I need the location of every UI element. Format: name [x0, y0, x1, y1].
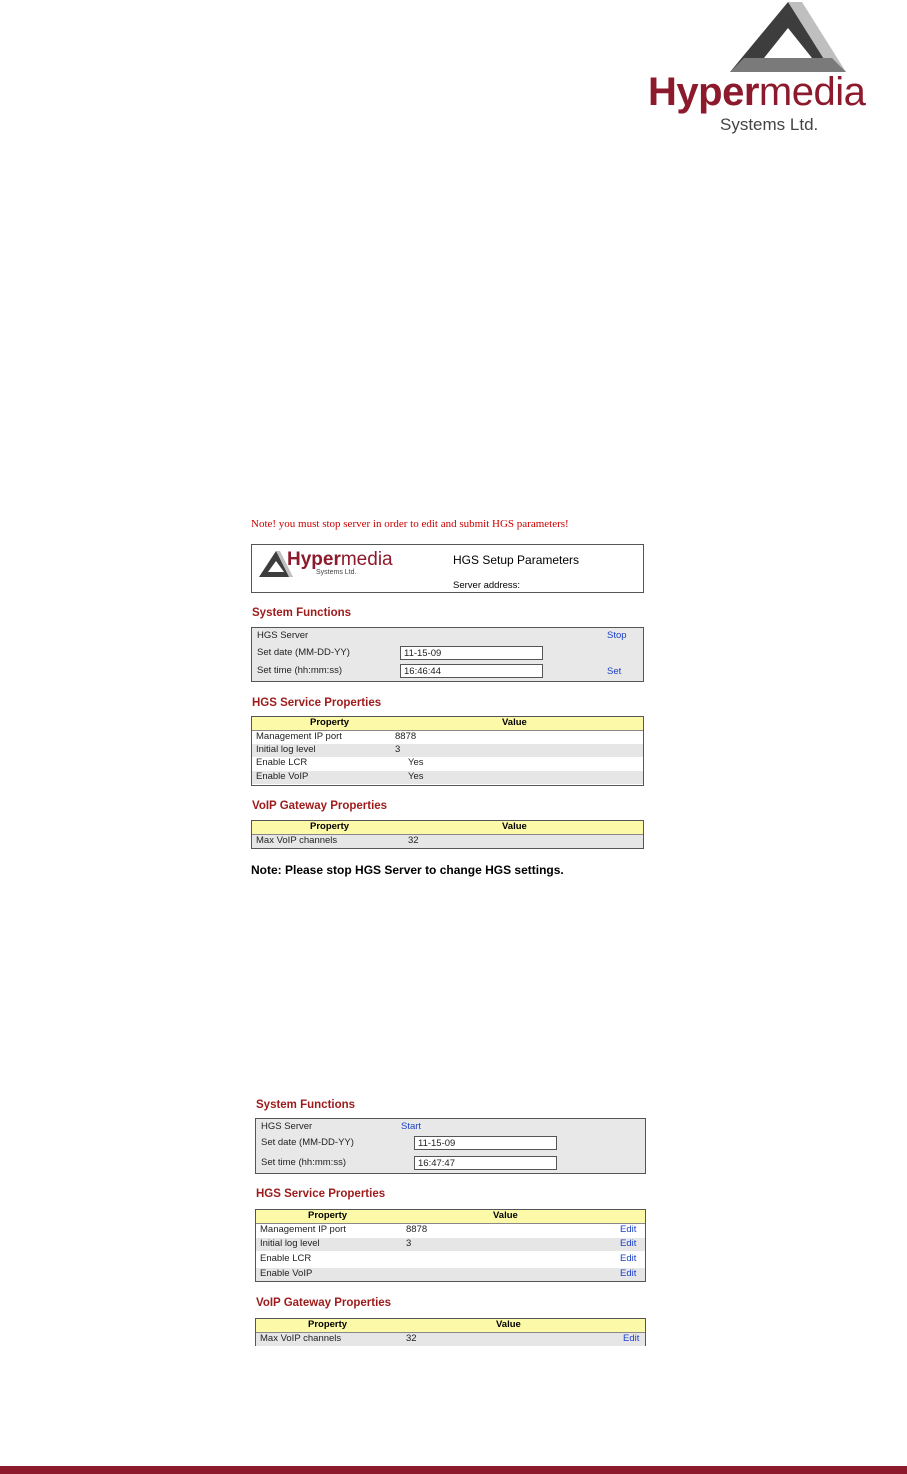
- col-value-header: Value: [502, 717, 527, 728]
- table-row: [252, 731, 643, 744]
- hgs-header-box: [251, 544, 644, 593]
- row-property: Management IP port: [256, 731, 342, 742]
- table-row: [256, 1333, 645, 1346]
- edit-link[interactable]: Edit: [620, 1224, 637, 1235]
- row-value: Yes: [408, 771, 424, 782]
- row-property: Enable LCR: [260, 1253, 312, 1264]
- hgs-server-label: HGS Server: [261, 1121, 313, 1132]
- mini-subtitle: Systems Ltd.: [316, 569, 357, 576]
- col-property-header: Property: [308, 1319, 348, 1330]
- brand-subtitle: Systems Ltd.: [720, 115, 819, 134]
- table-row: [252, 744, 643, 757]
- col-value-header: Value: [493, 1210, 518, 1221]
- table-header: [252, 821, 643, 835]
- hypermedia-triangle-logo-icon: [728, 0, 848, 75]
- table-header: [256, 1210, 645, 1224]
- brand-word-media: media: [758, 70, 866, 114]
- hgs-service-properties-table: [255, 1209, 646, 1282]
- row-value: 32: [406, 1333, 417, 1344]
- set-time-row: [256, 1156, 645, 1172]
- set-date-label: Set date (MM-DD-YY): [261, 1137, 354, 1148]
- row-value: 8878: [406, 1224, 428, 1235]
- table-row: [252, 835, 643, 848]
- server-address-label: Server address:: [453, 580, 521, 591]
- mini-wordmark: [287, 549, 393, 571]
- date-input[interactable]: 11-15-09: [400, 646, 543, 660]
- row-property: Initial log level: [256, 744, 316, 755]
- edit-link[interactable]: Edit: [620, 1238, 637, 1249]
- hgs-service-properties-table: [251, 716, 644, 786]
- edit-link[interactable]: Edit: [620, 1253, 637, 1264]
- brand-wordmark: [648, 72, 865, 112]
- row-property: Max VoIP channels: [256, 835, 338, 846]
- col-property-header: Property: [308, 1210, 348, 1221]
- table-row: [252, 771, 643, 784]
- table-header: [252, 717, 643, 731]
- mini-word-media: media: [340, 549, 393, 570]
- set-time-row: [252, 664, 643, 680]
- row-property: Enable LCR: [256, 757, 308, 768]
- row-value: 3: [406, 1238, 412, 1249]
- hgs-server-row: [252, 630, 643, 644]
- row-value: 3: [395, 744, 401, 755]
- set-date-row: [252, 646, 643, 662]
- voip-gateway-properties-table: [251, 820, 644, 849]
- set-time-label: Set time (hh:mm:ss): [257, 665, 342, 676]
- mini-word-hyper: Hyper: [287, 549, 341, 570]
- row-property: Max VoIP channels: [260, 1333, 342, 1344]
- set-time-link[interactable]: Set: [607, 666, 622, 677]
- col-value-header: Value: [502, 821, 527, 832]
- start-server-link[interactable]: Start: [401, 1121, 422, 1132]
- row-property: Management IP port: [260, 1224, 346, 1235]
- row-property: Initial log level: [260, 1238, 320, 1249]
- stop-server-warning: Note! you must stop server in order to edit and submit HGS parameters!: [251, 518, 569, 530]
- table-row: [252, 757, 643, 770]
- row-value: Yes: [408, 757, 424, 768]
- row-property: Enable VoIP: [256, 771, 309, 782]
- system-functions-title: System Functions: [256, 1099, 356, 1111]
- stop-server-note: Note: Please stop HGS Server to change HGS settings.: [251, 863, 564, 877]
- edit-link[interactable]: Edit: [620, 1268, 637, 1279]
- set-date-row: [256, 1136, 645, 1152]
- date-input[interactable]: 11-15-09: [414, 1136, 557, 1150]
- col-property-header: Property: [310, 821, 350, 832]
- hgs-setup-title: HGS Setup Parameters: [453, 553, 580, 567]
- brand-word-hyper: Hyper: [648, 70, 759, 114]
- table-row: [256, 1268, 645, 1281]
- hgs-service-properties-title: HGS Service Properties: [252, 697, 382, 709]
- hgs-server-row: [256, 1121, 645, 1135]
- system-functions-panel: [251, 627, 644, 682]
- col-property-header: Property: [310, 717, 350, 728]
- hgs-service-properties-title: HGS Service Properties: [256, 1188, 386, 1200]
- row-property: Enable VoIP: [260, 1268, 313, 1279]
- row-value: 32: [408, 835, 419, 846]
- set-time-label: Set time (hh:mm:ss): [261, 1157, 346, 1168]
- system-functions-title: System Functions: [252, 607, 352, 619]
- voip-gateway-properties-title: VoIP Gateway Properties: [252, 800, 388, 812]
- system-functions-panel: [255, 1118, 646, 1174]
- time-input[interactable]: 16:47:47: [414, 1156, 557, 1170]
- stop-server-link[interactable]: Stop: [607, 630, 627, 641]
- hgs-server-label: HGS Server: [257, 630, 309, 641]
- set-date-label: Set date (MM-DD-YY): [257, 647, 350, 658]
- voip-gateway-properties-title: VoIP Gateway Properties: [256, 1297, 392, 1309]
- footer-bar: [0, 1466, 907, 1474]
- table-row: [256, 1224, 645, 1237]
- edit-link[interactable]: Edit: [623, 1333, 640, 1344]
- table-header: [256, 1319, 645, 1333]
- col-value-header: Value: [496, 1319, 521, 1330]
- row-value: 8878: [395, 731, 417, 742]
- table-row: [256, 1253, 645, 1266]
- table-row: [256, 1238, 645, 1251]
- voip-gateway-properties-table: [255, 1318, 646, 1346]
- time-input[interactable]: 16:46:44: [400, 664, 543, 678]
